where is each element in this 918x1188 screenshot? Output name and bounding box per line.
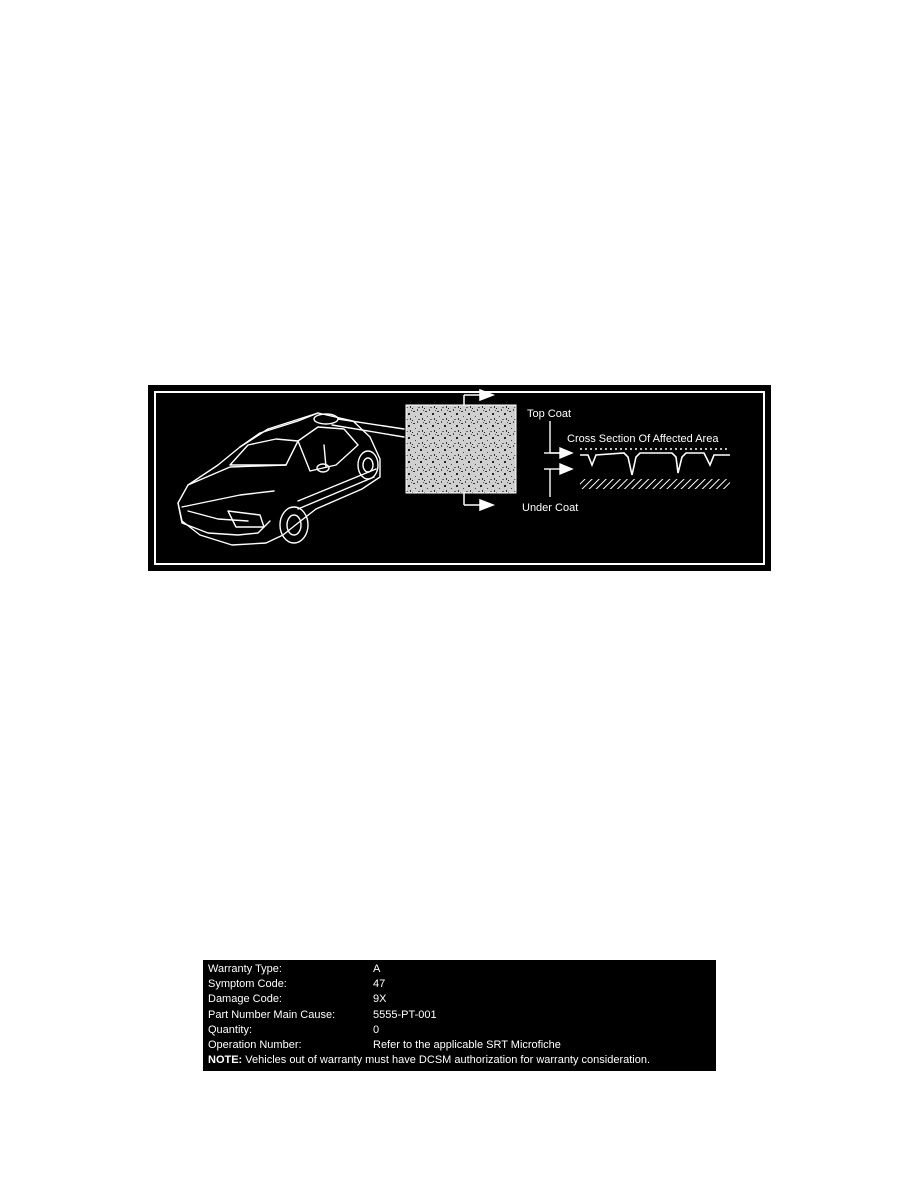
cross-section-profile [580,449,730,475]
illustration-drawing [148,385,771,571]
note-row [208,1053,711,1068]
paint-damage-illustration [148,385,771,571]
cross-section-label: Cross Section Of Affected Area [567,433,719,445]
top-arrow-icon [464,390,493,405]
row-label: Damage Code: [208,993,282,1006]
row-value: Refer to the applicable SRT Microfiche [373,1039,561,1052]
row-label: Symptom Code: [208,978,287,991]
table-row [208,962,711,977]
table-row [208,977,711,992]
substrate-hatch [580,479,730,489]
under-coat-label: Under Coat [522,502,579,514]
table-row [208,1038,711,1053]
row-value: 5555-PT-001 [373,1008,437,1021]
note-label: NOTE: [208,1054,243,1067]
table-row [208,1008,711,1023]
bottom-arrow-icon [464,493,493,510]
note-text: Vehicles out of warranty must have DCSM authorization for warranty consideration. [242,1054,651,1067]
row-label: Part Number Main Cause: [208,1008,336,1021]
row-label: Quantity: [208,1023,253,1036]
table-row [208,1023,711,1038]
row-value: 47 [373,978,386,991]
table-row [208,992,711,1007]
paint-sample-texture [406,405,516,493]
top-coat-label: Top Coat [527,408,572,420]
row-value: 9X [373,993,387,1006]
row-value: 0 [373,1023,380,1036]
row-value: A [373,963,381,975]
warranty-info-table [203,960,716,1071]
row-label: Operation Number: [208,1039,302,1052]
car-icon [178,413,404,545]
row-label: Warranty Type: [208,963,282,975]
